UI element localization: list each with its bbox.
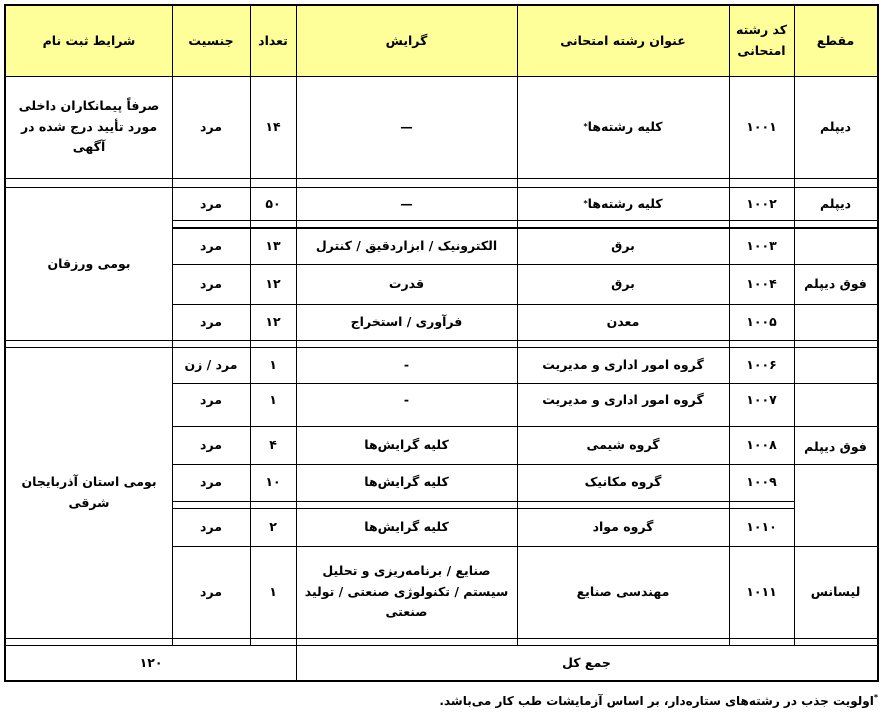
cell-field: کلیه گرایش‌ها bbox=[364, 436, 449, 452]
cell-field: قدرت bbox=[388, 275, 425, 291]
header-field: گرایش bbox=[296, 6, 517, 76]
cell-count: ۲ bbox=[269, 519, 277, 535]
column-divider bbox=[172, 6, 173, 646]
grid-line bbox=[172, 546, 877, 547]
cell-field: - bbox=[403, 357, 410, 373]
cell-field: — bbox=[400, 118, 413, 134]
cell-gender: مرد bbox=[200, 237, 222, 253]
header-count: تعداد bbox=[250, 6, 296, 76]
cell-field: فرآوری / استخراج bbox=[350, 313, 463, 329]
cell-count: ۴ bbox=[269, 436, 277, 452]
column-divider bbox=[296, 646, 297, 680]
cell-code: ۱۰۰۷ bbox=[746, 392, 777, 408]
cell-code: ۱۰۰۱ bbox=[746, 118, 777, 134]
cell-code: ۱۰۰۵ bbox=[746, 313, 777, 329]
cell-code: ۱۰۰۹ bbox=[746, 474, 777, 490]
cell-field: کلیه گرایش‌ها bbox=[364, 474, 449, 490]
cell-title: گروه امور اداری و مدیریت bbox=[542, 357, 704, 373]
cell-title: گروه مکانیک bbox=[584, 474, 662, 490]
cell-gender: مرد bbox=[200, 275, 222, 291]
footnote-text: اولویت جذب در رشته‌های ستاره‌دار، بر اساس آزمایشات طب کار می‌باشد. bbox=[439, 694, 874, 708]
cell-gender: مرد bbox=[200, 313, 222, 329]
cell-level: دیپلم bbox=[819, 195, 852, 211]
column-divider bbox=[794, 6, 795, 646]
header-conditions: شرایط ثبت نام bbox=[6, 6, 172, 76]
grid-line bbox=[172, 383, 794, 384]
cell-field: صنایع / برنامه‌ریزی و تحلیل سیستم / تکنولوژی صنعتی / تولید صنعتی bbox=[304, 563, 509, 620]
cell-level: دیپلم bbox=[819, 118, 852, 134]
cell-count: ۱۳ bbox=[265, 237, 281, 253]
cell-count: ۱۲ bbox=[265, 313, 281, 329]
grid-line bbox=[172, 228, 877, 229]
grid-line bbox=[172, 464, 877, 465]
column-divider bbox=[296, 6, 297, 646]
cell-count: ۱۰ bbox=[265, 474, 281, 490]
header-divider bbox=[6, 76, 877, 77]
section-separator bbox=[6, 340, 877, 348]
cell-gender: مرد bbox=[200, 436, 222, 452]
column-divider bbox=[517, 6, 518, 646]
cell-field: کلیه گرایش‌ها bbox=[364, 519, 449, 535]
cell-code: ۱۰۰۲ bbox=[746, 195, 777, 211]
total-value: ۱۲۰ bbox=[139, 654, 163, 670]
section-separator bbox=[6, 178, 877, 188]
header-code: کد رشته امتحانی bbox=[729, 6, 794, 76]
cell-gender: مرد bbox=[200, 474, 222, 490]
header-level: مقطع bbox=[794, 6, 877, 76]
cell-level: لیسانس bbox=[810, 583, 861, 599]
cell-conditions: صرفاً پیمانکاران داخلی مورد تأیید درج شده در آگهی bbox=[18, 98, 160, 155]
cell-code: ۱۰۰۴ bbox=[746, 275, 777, 291]
cell-code: ۱۰۰۸ bbox=[746, 436, 777, 452]
footnote bbox=[439, 693, 878, 708]
cell-count: ۱۴ bbox=[265, 118, 281, 134]
grid-line bbox=[172, 426, 877, 427]
cell-title: گروه مواد bbox=[592, 519, 654, 535]
cell-gender: مرد bbox=[200, 118, 222, 134]
cell-title: مهندسی صنایع bbox=[576, 583, 670, 599]
cell-title: برق bbox=[611, 237, 635, 253]
cell-title: گروه امور اداری و مدیریت bbox=[542, 392, 704, 408]
section-separator bbox=[172, 501, 794, 509]
recruitment-table bbox=[4, 4, 879, 682]
cell-gender: مرد / زن bbox=[184, 357, 238, 373]
star-mark: * bbox=[583, 199, 588, 209]
cell-conditions: بومی ورزقان bbox=[47, 255, 131, 271]
cell-gender: مرد bbox=[200, 519, 222, 535]
cell-code: ۱۰۱۰ bbox=[746, 519, 777, 535]
cell-title: معدن bbox=[606, 313, 640, 329]
cell-conditions: بومی استان آذربایجان شرقی bbox=[21, 474, 157, 510]
total-label: جمع کل bbox=[562, 654, 611, 670]
cell-count: ۱۲ bbox=[265, 275, 281, 291]
cell-title: گروه شیمی bbox=[586, 436, 660, 452]
cell-title: کلیه رشته‌ها * bbox=[583, 195, 663, 211]
grid-line bbox=[172, 264, 877, 265]
cell-count: ۱ bbox=[269, 583, 277, 599]
cell-code: ۱۰۰۶ bbox=[746, 357, 777, 373]
cell-field: الکترونیک / ابزاردقیق / کنترل bbox=[315, 237, 498, 253]
cell-count: ۱ bbox=[269, 357, 277, 373]
grid-line bbox=[172, 304, 877, 305]
cell-field: - bbox=[403, 392, 410, 408]
cell-title: کلیه رشته‌ها * bbox=[583, 118, 663, 134]
section-separator bbox=[172, 220, 877, 228]
cell-gender: مرد bbox=[200, 392, 222, 408]
cell-gender: مرد bbox=[200, 583, 222, 599]
column-divider bbox=[729, 6, 730, 646]
star-mark: * bbox=[583, 122, 588, 132]
footnote-star: * bbox=[873, 693, 878, 702]
section-separator bbox=[6, 638, 877, 646]
column-divider bbox=[250, 6, 251, 646]
cell-code: ۱۰۱۱ bbox=[746, 583, 777, 599]
header-gender: جنسیت bbox=[172, 6, 250, 76]
cell-level: فوق دیپلم bbox=[804, 438, 867, 454]
cell-count: ۵۰ bbox=[265, 195, 281, 211]
cell-code: ۱۰۰۳ bbox=[746, 237, 777, 253]
cell-field: — bbox=[400, 195, 413, 211]
header-title: عنوان رشته امتحانی bbox=[517, 6, 729, 76]
cell-gender: مرد bbox=[200, 195, 222, 211]
cell-level: فوق دیپلم bbox=[804, 275, 867, 291]
cell-count: ۱ bbox=[269, 392, 277, 408]
cell-title: برق bbox=[611, 275, 635, 291]
